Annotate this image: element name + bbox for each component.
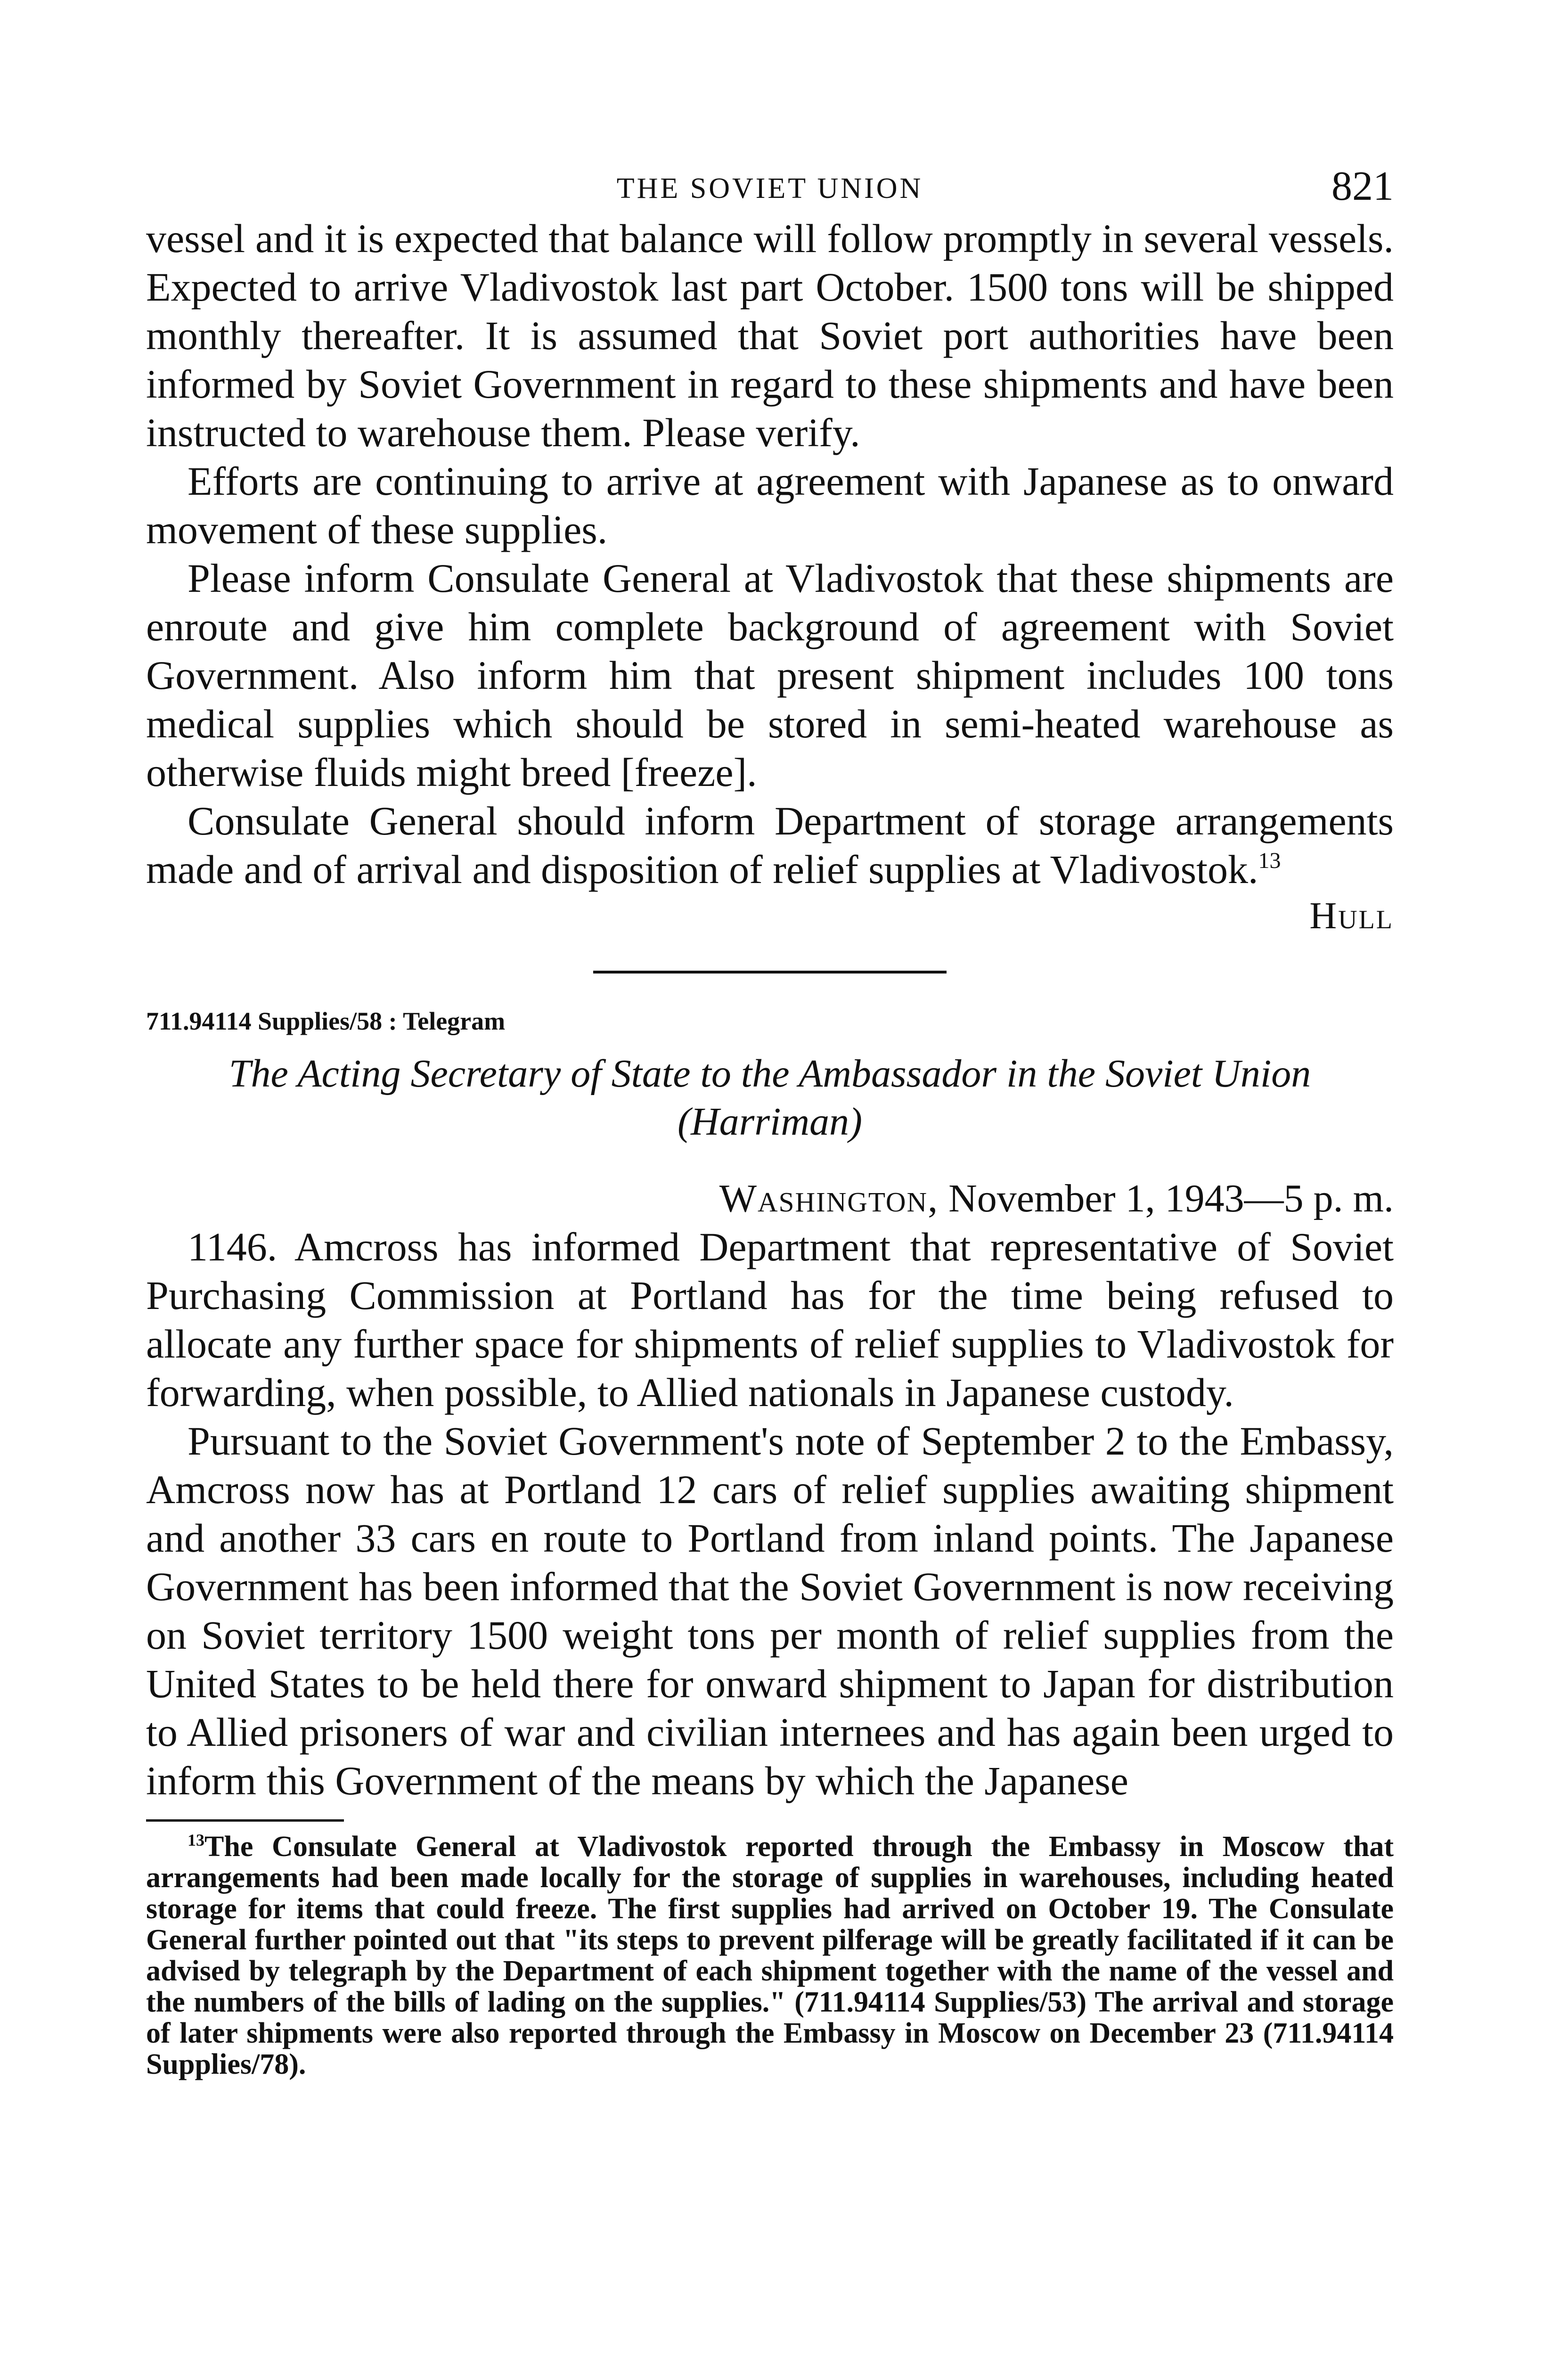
page-number: 821 <box>1331 164 1394 209</box>
section-divider <box>593 971 947 973</box>
document-title <box>146 1050 1394 1146</box>
file-reference: 711.94114 Supplies/58 : Telegram <box>146 1007 506 1035</box>
signature: Hull <box>1309 895 1394 937</box>
dateline-place: Washington, <box>719 1177 939 1220</box>
dateline <box>146 1174 1394 1223</box>
paragraph-text: Consulate General should inform Department of storage arrangements made and of arrival and disposition of relief supplies at Vladivostok. <box>146 798 1394 892</box>
footnote-text: The Consulate General at Vladivostok reported through the Embassy in Moscow that arrangements had been made locally for the storage of supplies in warehouses, including heated storage for items that could freeze. The first supplies had arrived on October 19. The Consulate General further pointed out that "its steps to prevent pilferage will be greatly facilitated if it can be advised by telegraph by the Department of each shipment together with the name of the vessel and the numbers of the bills of lading on the supplies." (711.94114 Supplies/53) The arrival and storage of later shipments were also reported through the Embassy in Moscow on December 23 (711.94114 Supplies/78). <box>146 1831 1394 2080</box>
document-title-line: The Acting Secretary of State to the Ambassador in the Soviet Union <box>229 1052 1311 1096</box>
running-title: THE SOVIET UNION <box>616 172 923 205</box>
footnote-divider <box>146 1819 344 1822</box>
document-title-line: (Harriman) <box>678 1100 862 1144</box>
paragraph: vessel and it is expected that balance will follow promptly in several vessels. Expected to arrive Vladivostok last part October. 1500 tons will be shipped monthly thereafter. It is assumed that Soviet port authorities have been informed by Soviet Government in regard to these shipments and have been instructed to warehouse them. Please verify. <box>146 216 1394 455</box>
footnote <box>146 1831 1394 2080</box>
paragraph: 1146. Amcross has informed Department that representative of Soviet Purchasing Commission at Portland has for the time being refused to allocate any further space for shipments of relief supplies to Vladivostok for forwarding, when possible, to Allied nationals in Japanese custody. <box>146 1224 1394 1415</box>
paragraph: Please inform Consulate General at Vladivostok that these shipments are enroute and give him complete background of agreement with Soviet Government. Also inform him that present shipment includes 100 tons medical supplies which should be stored in semi-heated warehouse as otherwise fluids might breed [freeze]. <box>146 556 1394 795</box>
footnote-reference[interactable]: 13 <box>1258 848 1281 873</box>
paragraph: Efforts are continuing to arrive at agreement with Japanese as to onward movement of these supplies. <box>146 458 1394 552</box>
page-header <box>146 163 1394 214</box>
paragraph: Pursuant to the Soviet Government's note of September 2 to the Embassy, Amcross now has at Portland 12 cars of relief supplies awaiting shipment and another 33 cars en route to Portland from inland points. The Japanese Government has been informed that the Soviet Government is now receiving on Soviet territory 1500 weight tons per month of relief supplies from the United States to be held there for onward shipment to Japan for distribution to Allied prisoners of war and civilian internees and has again been urged to inform this Government of the means by which the Japanese <box>146 1418 1394 1803</box>
footnote-marker: 13 <box>188 1831 204 1849</box>
dateline-date: November 1, 1943—5 p. m. <box>939 1177 1394 1220</box>
paragraph-with-footnote <box>146 797 1394 894</box>
